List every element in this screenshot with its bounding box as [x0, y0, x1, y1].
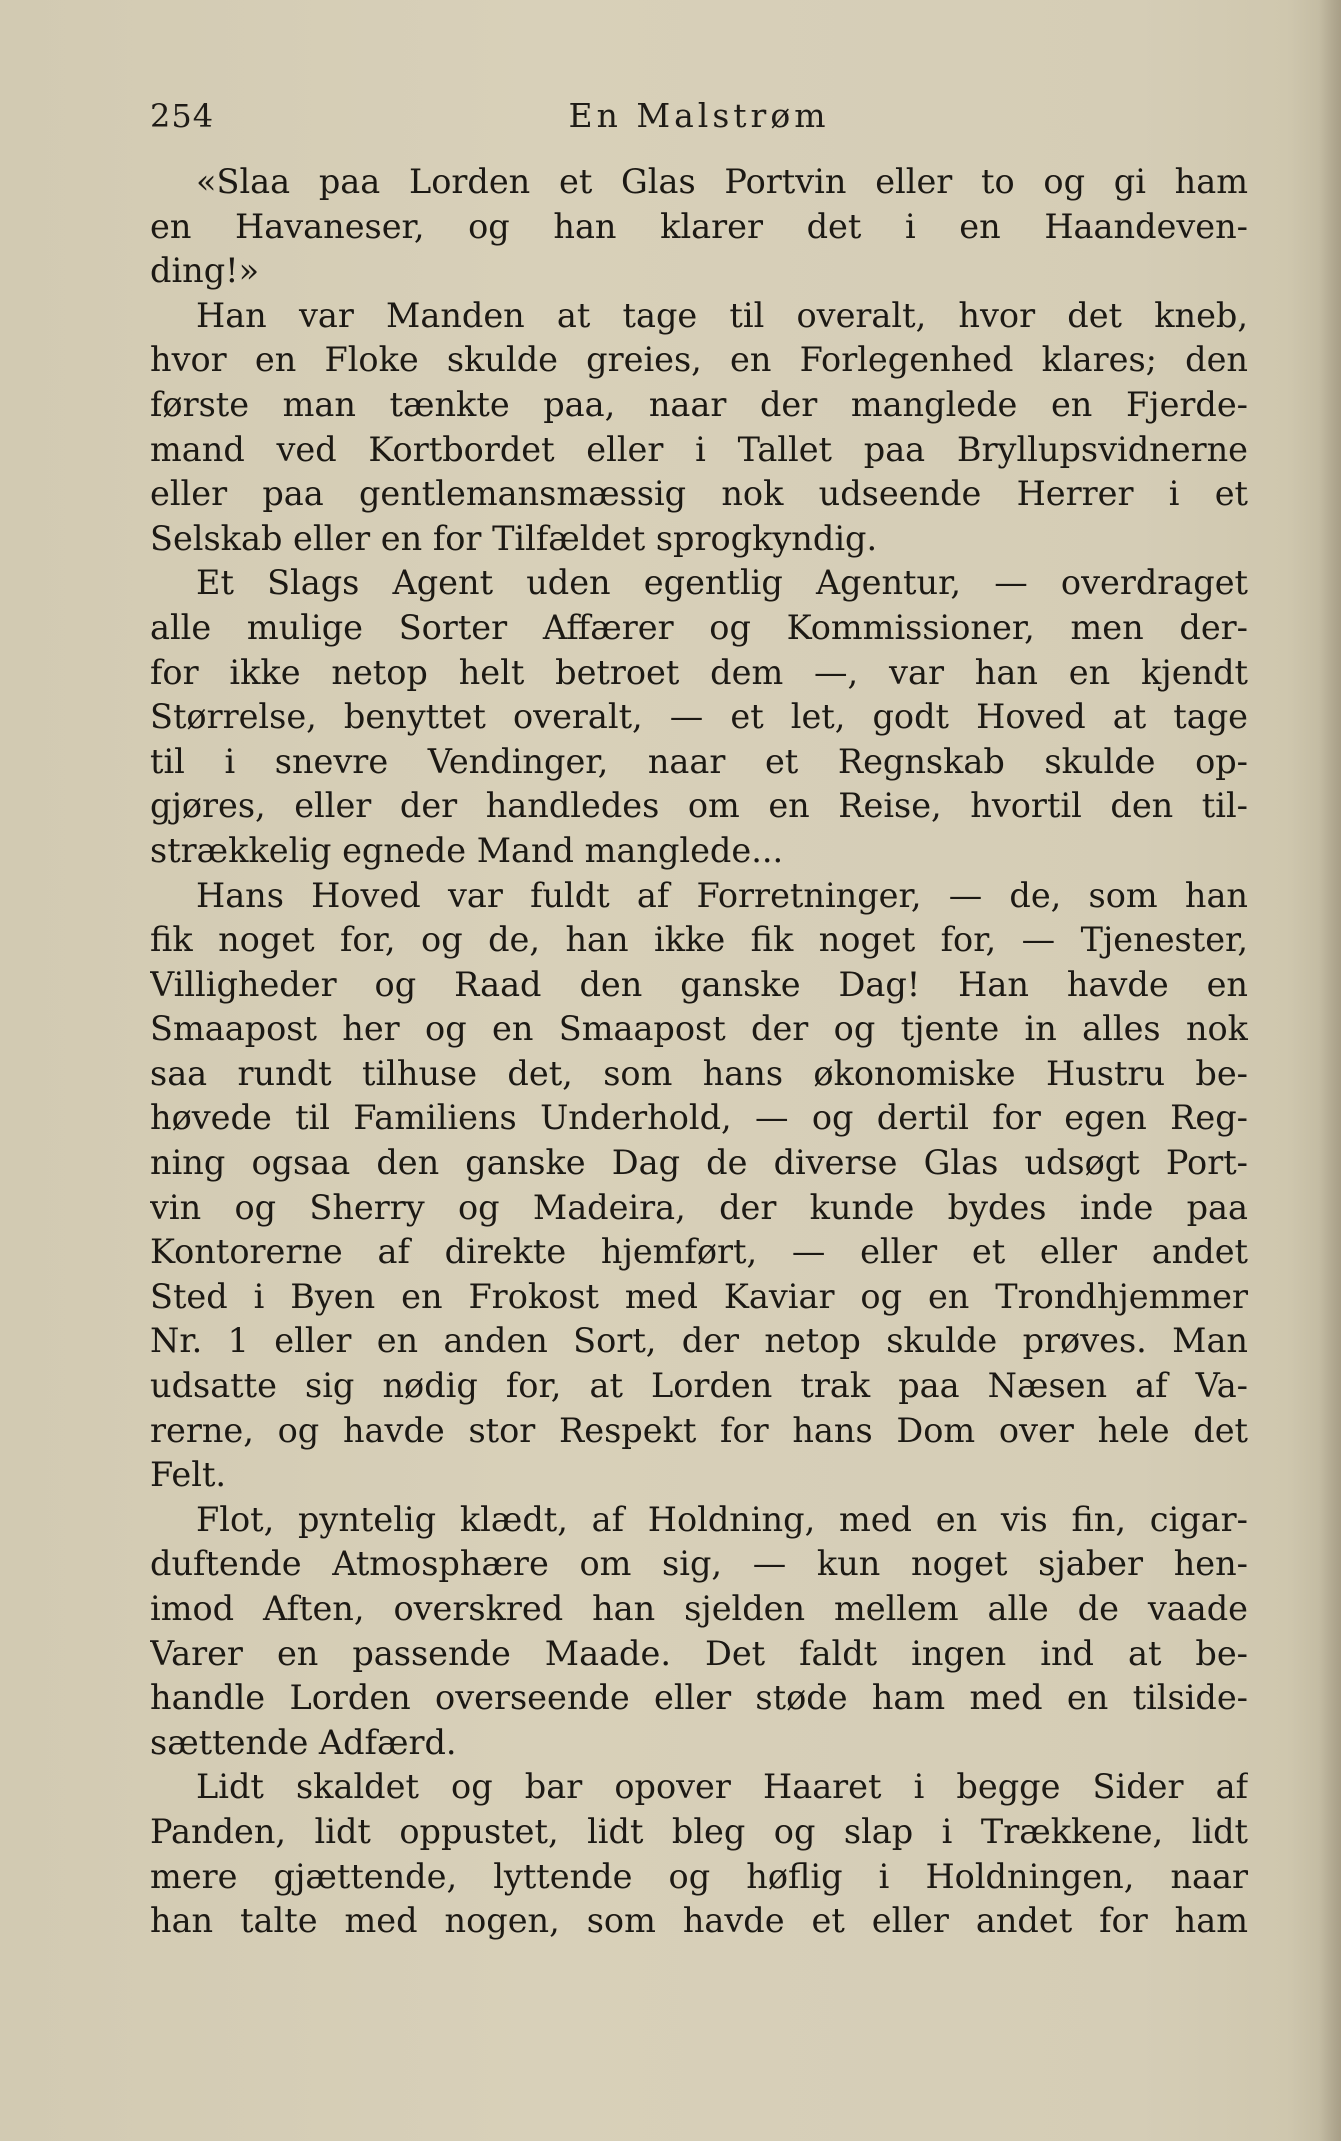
text-line: Panden, lidt oppustet, lidt bleg og slap i Trækkene, lidt — [150, 1811, 1248, 1851]
text-line: Varer en passende Maade. Det faldt ingen ind at be- — [150, 1633, 1248, 1673]
text-line: Felt. — [150, 1455, 227, 1495]
text-line: ning ogsaa den ganske Dag de diverse Glas udsøgt Port- — [150, 1143, 1248, 1183]
text-line: gjøres, eller der handledes om en Reise, hvortil den til- — [150, 786, 1248, 826]
text-line: mere gjættende, lyttende og høflig i Holdningen, naar — [150, 1856, 1248, 1896]
text-line: duftende Atmosphære om sig, — kun noget sjaber hen- — [150, 1544, 1248, 1584]
text-line: vin og Sherry og Madeira, der kunde bydes inde paa — [150, 1187, 1248, 1227]
body-text — [150, 160, 1248, 1944]
text-line: Lidt skaldet og bar opover Haaret i begge Sider af — [196, 1767, 1248, 1807]
text-line: første man tænkte paa, naar der manglede en Fjerde- — [150, 384, 1248, 424]
text-line: handle Lorden overseende eller støde ham med en tilside- — [150, 1678, 1248, 1718]
text-line: Han var Manden at tage til overalt, hvor det kneb, — [196, 295, 1248, 335]
page-edge-shadow — [1319, 0, 1341, 2141]
text-line: rerne, og havde stor Respekt for hans Dom over hele det — [150, 1410, 1248, 1450]
text-line: Selskab eller en for Tilfældet sprogkyndig. — [150, 518, 878, 558]
text-line: Et Slags Agent uden egentlig Agentur, — overdraget — [196, 563, 1248, 603]
text-line: saa rundt tilhuse det, som hans økonomiske Hustru be- — [150, 1053, 1248, 1093]
text-line: ding!» — [150, 251, 260, 291]
text-line: mand ved Kortbordet eller i Tallet paa Bryllupsvidnerne — [150, 429, 1248, 469]
text-line: hvor en Floke skulde greies, en Forlegenhed klares; den — [150, 340, 1248, 380]
text-line: «Slaa paa Lorden et Glas Portvin eller to og gi ham — [196, 162, 1248, 201]
text-line: imod Aften, overskred han sjelden mellem alle de vaade — [150, 1589, 1248, 1628]
text-line: strækkelig egnede Mand manglede... — [150, 830, 784, 870]
text-line: Nr. 1 eller en anden Sort, der netop skulde prøves. Man — [150, 1321, 1248, 1361]
text-line: sættende Adfærd. — [150, 1722, 457, 1762]
text-line: Smaapost her og en Smaapost der og tjente in alles nok — [150, 1009, 1248, 1049]
text-line: Kontorerne af direkte hjemført, — eller et eller andet — [150, 1232, 1248, 1272]
text-line: Flot, pyntelig klædt, af Holdning, med en vis fin, cigar- — [196, 1499, 1248, 1539]
text-line: en Havaneser, og han klarer det i en Haandeven- — [150, 206, 1248, 246]
running-title: En Malstrøm — [568, 96, 830, 135]
text-line: udsatte sig nødig for, at Lorden trak paa Næsen af Va- — [150, 1366, 1248, 1406]
text-line: til i snevre Vendinger, naar et Regnskab skulde op- — [150, 741, 1248, 781]
text-line: Størrelse, benyttet overalt, — et let, godt Hoved at tage — [150, 697, 1248, 737]
text-line: eller paa gentlemansmæssig nok udseende Herrer i et — [150, 474, 1248, 514]
text-line: Hans Hoved var fuldt af Forretninger, — de, som han — [196, 875, 1248, 915]
text-line: høvede til Familiens Underhold, — og dertil for egen Reg- — [150, 1098, 1248, 1138]
text-line: fik noget for, og de, han ikke fik noget for, — Tjenester, — [150, 920, 1248, 960]
text-line: alle mulige Sorter Affærer og Kommissioner, men der- — [150, 607, 1248, 647]
page-header — [150, 93, 1248, 139]
text-line: for ikke netop helt betroet dem —, var han en kjendt — [150, 652, 1248, 692]
text-line: Villigheder og Raad den ganske Dag! Han havde en — [150, 964, 1248, 1004]
text-line: Sted i Byen en Frokost med Kaviar og en Trondhjemmer — [150, 1276, 1248, 1316]
text-line: han talte med nogen, som havde et eller andet for ham — [150, 1901, 1248, 1941]
page-number: 254 — [150, 97, 215, 135]
